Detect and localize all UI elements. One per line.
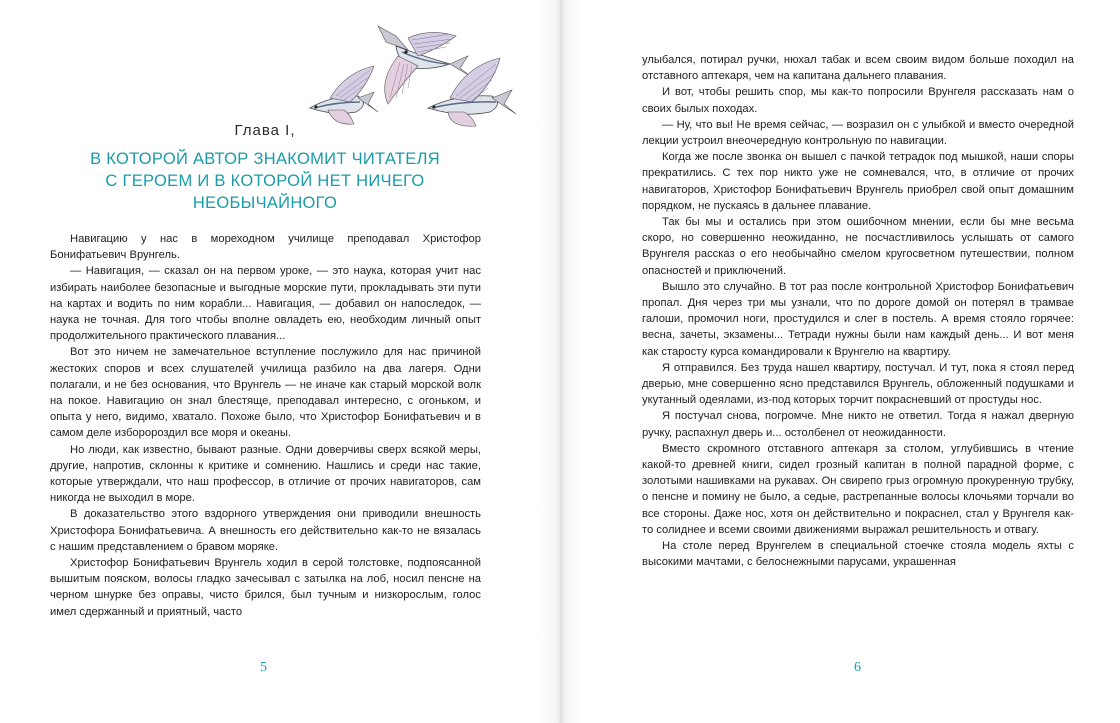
paragraph: Вот это ничем не замечательное вступление послужило для нас причиной жестоких споров и всех слушателей училища разбило на два лагеря. Одни полагали, и не без основания, что Врунгель — не иначе как старый морской волк на покое. Навигацию он знал блестяще, преподавал интересно, с огоньком, и опыта у него, видимо, хватало. Похоже было, что Христофор Бонифатьевич и в самом деле изборороздил все моря и океаны. [50,346,481,440]
paragraph: Вместо скромного отставного аптекаря за столом, углубившись в чтение какой-то древней книги, сидел грозный капитан в полной парадной форме, с золотыми нашивками на рукавах. Он свирепо грыз огромную прокуренную трубку, о пенсне и помину не было, а седые, растрепанные волосы клочьями торчали во все стороны. Даже нос, хотя он действительно и покраснел, стал у Врунгеля как-то солиднее и всеми своими движениями выражал решительность и отвагу. [642,442,1074,536]
paragraph: Вышло это случайно. В тот раз после контрольной Христофор Бонифатьевич пропал. Дня через три мы узнали, что по дороге домой он потерял в трамвае галоши, промочил ноги, простудился и слег в постель. А время стояло горячее: весна, зачеты, экзамены... Тетради нужны были нам каждый день... И вот меня как старосту курса командировали к Врунгелю на квартиру. [642,280,1074,358]
paragraph: — Ну, что вы! Не время сейчас, — возразил он с улыбкой и вместо очередной лекции устроил внеочередную контрольную по навигации. [642,118,1074,148]
right-page-body [642,52,1074,571]
chapter-title [50,148,480,214]
paragraph: Навигацию у нас в мореходном училище преподавал Христофор Бонифатьевич Врунгель. [50,233,481,262]
paragraph: И вот, чтобы решить спор, мы как-то попросили Врунгеля рассказать нам о своих былых походах. [642,86,1074,115]
flying-fish-right [428,58,516,126]
left-page-body [50,231,481,620]
paragraph: Христофор Бонифатьевич Врунгель ходил в серой толстовке, подпоясанной вышитым пояском, волосы гладко зачесывал с затылка на лоб, носил пенсне на черном шнурке без оправы, чисто брился, был тучным и низкорослым, голос имел сдержанный и приятный, часто [50,557,481,618]
chapter-label: Глава I, [234,122,296,139]
paragraph: Так бы мы и остались при этом ошибочном мнении, если бы мне весьма скоро, но совершенно неожиданно, не посчастливилось услышать от самого Врунгеля рассказ о его необычайно смелом кругосветном путешествии, полном опасностей и приключений. [642,216,1074,277]
right-page [582,0,1120,723]
flying-fish-left [310,66,378,124]
paragraph: улыбался, потирал ручки, нюхал табак и всем своим видом больше походил на отставного аптекаря, чем на капитана дальнего плавания. [642,54,1074,83]
paragraph: Я отправился. Без труда нашел квартиру, постучал. И тут, пока я стоял перед дверью, мне совершенно ясно представился Врунгель, обложенный подушками и укутанный одеялами, из-под которых торчит покрасневший от простуды нос. [642,361,1074,407]
paragraph: — Навигация, — сказал он на первом уроке, — это наука, которая учит нас избирать наиболее безопасные и выгодные морские пути, прокладывать эти пути на картах и водить по ним корабли... Навигация, — добавил он напоследок, — наука не точная. Для того чтобы вполне овладеть ею, необходим личный опыт продолжительного практического плавания... [50,265,481,343]
paragraph: В доказательство этого вздорного утверждения они приводили внешность Христофора Бонифатьевича. А внешность его действительно как-то не вязалась с нашим представлением о бравом моряке. [50,508,481,553]
flying-fish-illustration [300,12,540,130]
chapter-title-line: С ГЕРОЕМ И В КОТОРОЙ НЕТ НИЧЕГО [105,172,425,190]
paragraph: Я постучал снова, погромче. Мне никто не ответил. Тогда я нажал дверную ручку, распахнул дверь и... остолбенел от неожиданности. [642,410,1074,439]
paragraph: Но люди, как известно, бывают разные. Одни доверчивы сверх всякой меры, другие, напротив, склонны к критике и сомнению. Нашлись и среди нас такие, которые утверждали, что наш профессор, в отличие от прочих навигаторов, сам никогда не выходил в море. [50,443,481,505]
paragraph: Когда же после звонка он вышел с пачкой тетрадок под мышкой, наши споры прекратились. С тех пор никто уже не сомневался, что, в отличие от прочих навигаторов, Христофор Бонифатьевич Врунгель приобрел свой опыт домашним порядком, не пускаясь в дальнее плавание. [642,151,1074,212]
page-number: 6 [854,660,861,675]
chapter-title-line: В КОТОРОЙ АВТОР ЗНАКОМИТ ЧИТАТЕЛЯ [90,150,440,168]
page-number: 5 [260,660,267,675]
paragraph: На столе перед Врунгелем в специальной стоечке стояла модель яхты с высокими мачтами, с белоснежными парусами, украшенная [642,540,1074,569]
chapter-title-line: НЕОБЫЧАЙНОГО [192,194,338,212]
